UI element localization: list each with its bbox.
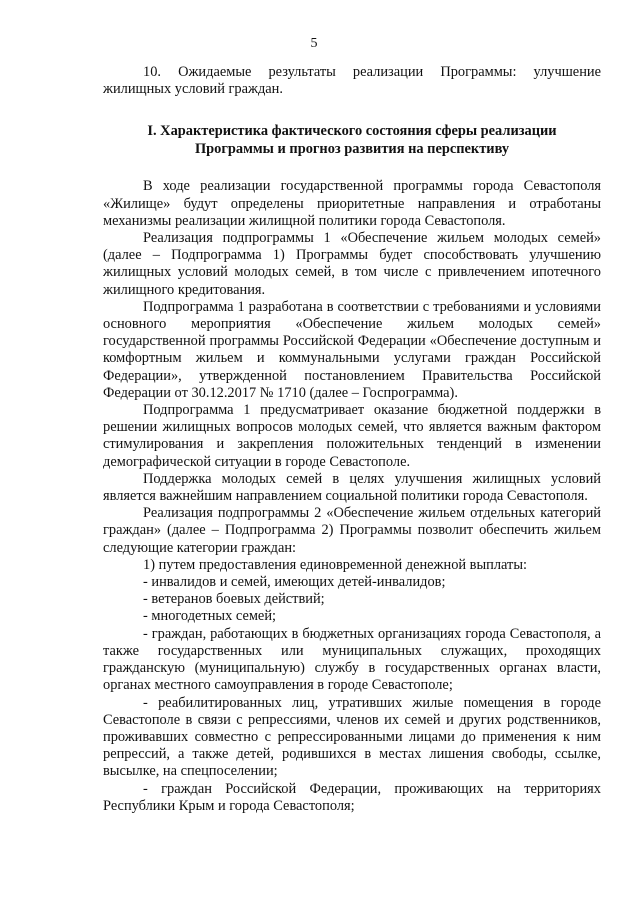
- paragraph: В ходе реализации государственной программы города Севастополя «Жилище» будут определены приоритетные направления и отработаны механизмы реализации жилищной политики города Севастополя.: [103, 178, 601, 229]
- paragraph: Подпрограмма 1 разработана в соответствии с требованиями и условиями основного мероприятия «Обеспечение жильем молодых семей» государственной программы Российской Федерации «Обеспечение доступным и комфортным жильем и коммунальными услугами граждан Российской Федерации», утвержденной постановлением Правительства Российской Федерации от 30.12.2017 № 1710 (далее – Госпрограмма).: [103, 298, 601, 401]
- list-heading: 1) путем предоставления единовременной денежной выплаты:: [143, 556, 528, 573]
- section-heading-line-2: Программы и прогноз развития на перспективу: [194, 141, 510, 158]
- list-item: - реабилитированных лиц, утративших жилые помещения в городе Севастополе в связи с репрессиями, членов их семей и других родственников, проживавших совместно с репрессированными лицами до применения к ним репрессий, а также детей, родившихся в местах лишения свободы, ссылке, высылке, на спецпоселении;: [103, 694, 601, 780]
- list-item: - инвалидов и семей, имеющих детей-инвалидов;: [143, 574, 446, 591]
- paragraph: Реализация подпрограммы 2 «Обеспечение жильем отдельных категорий граждан» (далее – Подпрограмма 2) Программы позволит обеспечить жильем следующие категории граждан:: [103, 505, 601, 556]
- list-item: - граждан Российской Федерации, проживающих на территориях Республики Крым и города Севастополя;: [103, 780, 601, 814]
- section-heading: [103, 122, 601, 158]
- list-item: - многодетных семей;: [143, 608, 277, 625]
- list-item: - ветеранов боевых действий;: [143, 591, 325, 608]
- page-number: 5: [310, 36, 318, 51]
- paragraph: Реализация подпрограммы 1 «Обеспечение жильем молодых семей» (далее – Подпрограмма 1) Программы будет способствовать улучшению жилищных условий молодых семей, в том числе с привлечением ипотечного жилищного кредитования.: [103, 230, 601, 298]
- page-content: [103, 64, 601, 815]
- intro-item-10: 10. Ожидаемые результаты реализации Программы: улучшение жилищных условий граждан.: [103, 64, 601, 98]
- section-heading-line-1: I. Характеристика фактического состояния сферы реализации: [147, 123, 557, 140]
- paragraph: Подпрограмма 1 предусматривает оказание бюджетной поддержки в решении жилищных вопросов молодых семей, что является важным фактором стимулирования и закрепления положительных тенденций в изменении демографической ситуации в городе Севастополе.: [103, 402, 601, 470]
- list-item: - граждан, работающих в бюджетных организациях города Севастополя, а также государственных или муниципальных служащих, проходящих гражданскую (муниципальную) службу в государственных органах власти, органах местного самоуправления в городе Севастополе;: [103, 625, 601, 694]
- paragraph: Поддержка молодых семей в целях улучшения жилищных условий является важнейшим направлением социальной политики города Севастополя.: [103, 470, 601, 505]
